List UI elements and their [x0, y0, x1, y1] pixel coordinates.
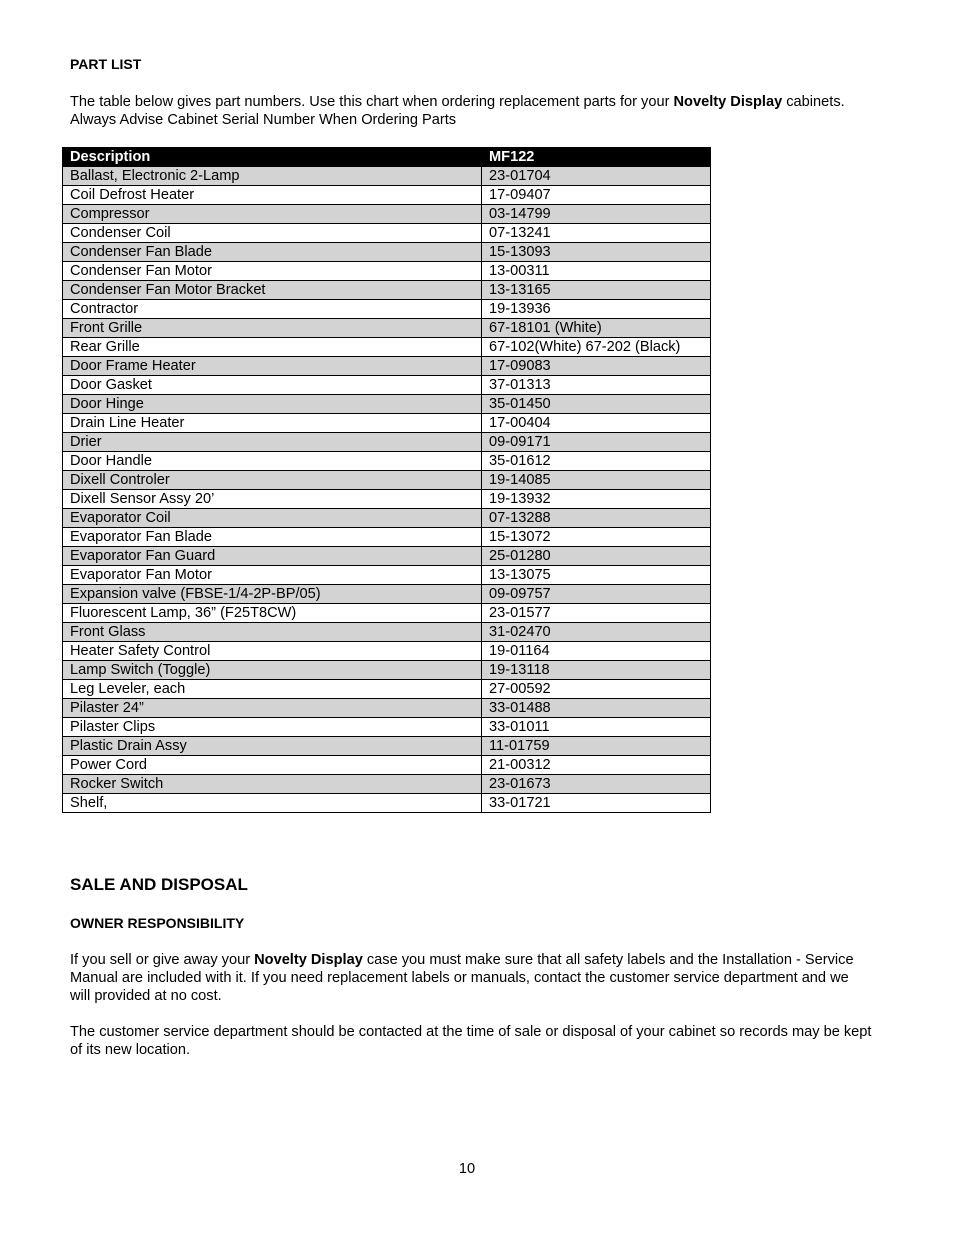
column-header-description: Description — [63, 148, 482, 167]
parts-table-header-row — [63, 148, 711, 167]
table-row — [63, 262, 711, 281]
part-description-cell: Condenser Fan Blade — [63, 243, 482, 262]
part-description-cell: Evaporator Fan Motor — [63, 566, 482, 585]
table-row — [63, 528, 711, 547]
part-description-cell: Lamp Switch (Toggle) — [63, 661, 482, 680]
part-number-cell: 19-13118 — [482, 661, 711, 680]
part-number-cell: 17-00404 — [482, 414, 711, 433]
part-number-cell: 21-00312 — [482, 756, 711, 775]
part-description-cell: Pilaster 24” — [63, 699, 482, 718]
table-row — [63, 357, 711, 376]
table-row — [63, 756, 711, 775]
table-row — [63, 775, 711, 794]
table-row — [63, 395, 711, 414]
table-row — [63, 433, 711, 452]
part-description-cell: Evaporator Coil — [63, 509, 482, 528]
table-row — [63, 642, 711, 661]
part-description-cell: Evaporator Fan Blade — [63, 528, 482, 547]
part-number-cell: 09-09757 — [482, 585, 711, 604]
para1-text-start: If you sell or give away your — [70, 952, 255, 968]
table-row — [63, 186, 711, 205]
part-description-cell: Ballast, Electronic 2-Lamp — [63, 167, 482, 186]
part-description-cell: Condenser Coil — [63, 224, 482, 243]
intro-brand-name: Novelty Display — [673, 94, 783, 110]
part-number-cell: 35-01612 — [482, 452, 711, 471]
table-row — [63, 281, 711, 300]
table-row — [63, 509, 711, 528]
table-row — [63, 319, 711, 338]
part-number-cell: 07-13288 — [482, 509, 711, 528]
table-row — [63, 338, 711, 357]
table-row — [63, 585, 711, 604]
part-description-cell: Drain Line Heater — [63, 414, 482, 433]
part-number-cell: 17-09407 — [482, 186, 711, 205]
part-description-cell: Leg Leveler, each — [63, 680, 482, 699]
part-description-cell: Power Cord — [63, 756, 482, 775]
part-number-cell: 13-00311 — [482, 262, 711, 281]
table-row — [63, 490, 711, 509]
part-number-cell: 11-01759 — [482, 737, 711, 756]
table-row — [63, 699, 711, 718]
table-row — [63, 566, 711, 585]
part-number-cell: 23-01673 — [482, 775, 711, 794]
part-number-cell: 25-01280 — [482, 547, 711, 566]
part-description-cell: Rocker Switch — [63, 775, 482, 794]
part-description-cell: Dixell Controler — [63, 471, 482, 490]
table-row — [63, 547, 711, 566]
part-number-cell: 37-01313 — [482, 376, 711, 395]
part-number-cell: 15-13072 — [482, 528, 711, 547]
page-number: 10 — [458, 1161, 476, 1177]
part-number-cell: 03-14799 — [482, 205, 711, 224]
part-list-intro — [70, 93, 870, 129]
part-number-cell: 33-01721 — [482, 794, 711, 813]
table-row — [63, 243, 711, 262]
part-list-heading: PART LIST — [70, 56, 142, 72]
part-number-cell: 09-09171 — [482, 433, 711, 452]
part-description-cell: Condenser Fan Motor — [63, 262, 482, 281]
part-number-cell: 15-13093 — [482, 243, 711, 262]
part-description-cell: Shelf, — [63, 794, 482, 813]
part-description-cell: Front Grille — [63, 319, 482, 338]
table-row — [63, 718, 711, 737]
part-description-cell: Compressor — [63, 205, 482, 224]
table-row — [63, 737, 711, 756]
part-number-cell: 19-14085 — [482, 471, 711, 490]
part-description-cell: Door Gasket — [63, 376, 482, 395]
table-row — [63, 452, 711, 471]
part-number-cell: 67-18101 (White) — [482, 319, 711, 338]
table-row — [63, 794, 711, 813]
part-description-cell: Rear Grille — [63, 338, 482, 357]
table-row — [63, 471, 711, 490]
table-row — [63, 205, 711, 224]
parts-table — [62, 147, 711, 813]
table-row — [63, 376, 711, 395]
para1-text-end: case you must make sure that all safety labels and the Installation - Service Manual are included with it. If you need replacement labels or manuals, contact the customer service department and we will provided at no cost. — [70, 952, 854, 1004]
part-number-cell: 31-02470 — [482, 623, 711, 642]
part-number-cell: 13-13165 — [482, 281, 711, 300]
part-number-cell: 19-13932 — [482, 490, 711, 509]
part-number-cell: 33-01011 — [482, 718, 711, 737]
table-row — [63, 300, 711, 319]
para1-brand-name: Novelty Display — [254, 952, 363, 968]
table-row — [63, 167, 711, 186]
part-description-cell: Door Handle — [63, 452, 482, 471]
part-description-cell: Plastic Drain Assy — [63, 737, 482, 756]
part-description-cell: Fluorescent Lamp, 36” (F25T8CW) — [63, 604, 482, 623]
part-description-cell: Dixell Sensor Assy 20’ — [63, 490, 482, 509]
part-number-cell: 33-01488 — [482, 699, 711, 718]
table-row — [63, 680, 711, 699]
sale-disposal-heading: SALE AND DISPOSAL — [70, 875, 248, 894]
owner-responsibility-heading: OWNER RESPONSIBILITY — [70, 915, 245, 931]
table-row — [63, 661, 711, 680]
part-description-cell: Condenser Fan Motor Bracket — [63, 281, 482, 300]
part-number-cell: 17-09083 — [482, 357, 711, 376]
part-description-cell: Coil Defrost Heater — [63, 186, 482, 205]
part-number-cell: 23-01704 — [482, 167, 711, 186]
owner-responsibility-paragraph — [70, 951, 870, 1005]
part-number-cell: 19-01164 — [482, 642, 711, 661]
part-number-cell: 13-13075 — [482, 566, 711, 585]
table-row — [63, 414, 711, 433]
part-number-cell: 35-01450 — [482, 395, 711, 414]
part-description-cell: Drier — [63, 433, 482, 452]
part-number-cell: 23-01577 — [482, 604, 711, 623]
table-row — [63, 623, 711, 642]
part-number-cell: 19-13936 — [482, 300, 711, 319]
part-number-cell: 67-102(White) 67-202 (Black) — [482, 338, 711, 357]
table-row — [63, 224, 711, 243]
part-number-cell: 07-13241 — [482, 224, 711, 243]
part-description-cell: Heater Safety Control — [63, 642, 482, 661]
parts-table-body — [63, 167, 711, 813]
part-description-cell: Expansion valve (FBSE-1/4-2P-BP/05) — [63, 585, 482, 604]
table-row — [63, 604, 711, 623]
part-description-cell: Pilaster Clips — [63, 718, 482, 737]
part-description-cell: Door Hinge — [63, 395, 482, 414]
part-number-cell: 27-00592 — [482, 680, 711, 699]
intro-text-end: cabinets. Always Advise Cabinet Serial Number When Ordering Parts — [70, 94, 845, 128]
contact-service-paragraph: The customer service department should be contacted at the time of sale or disposal of your cabinet so records may be kept of its new location. — [70, 1024, 872, 1058]
part-description-cell: Door Frame Heater — [63, 357, 482, 376]
part-description-cell: Evaporator Fan Guard — [63, 547, 482, 566]
part-description-cell: Contractor — [63, 300, 482, 319]
column-header-part-number: MF122 — [482, 148, 711, 167]
part-description-cell: Front Glass — [63, 623, 482, 642]
intro-text-start: The table below gives part numbers. Use this chart when ordering replacement parts for your — [70, 94, 674, 110]
